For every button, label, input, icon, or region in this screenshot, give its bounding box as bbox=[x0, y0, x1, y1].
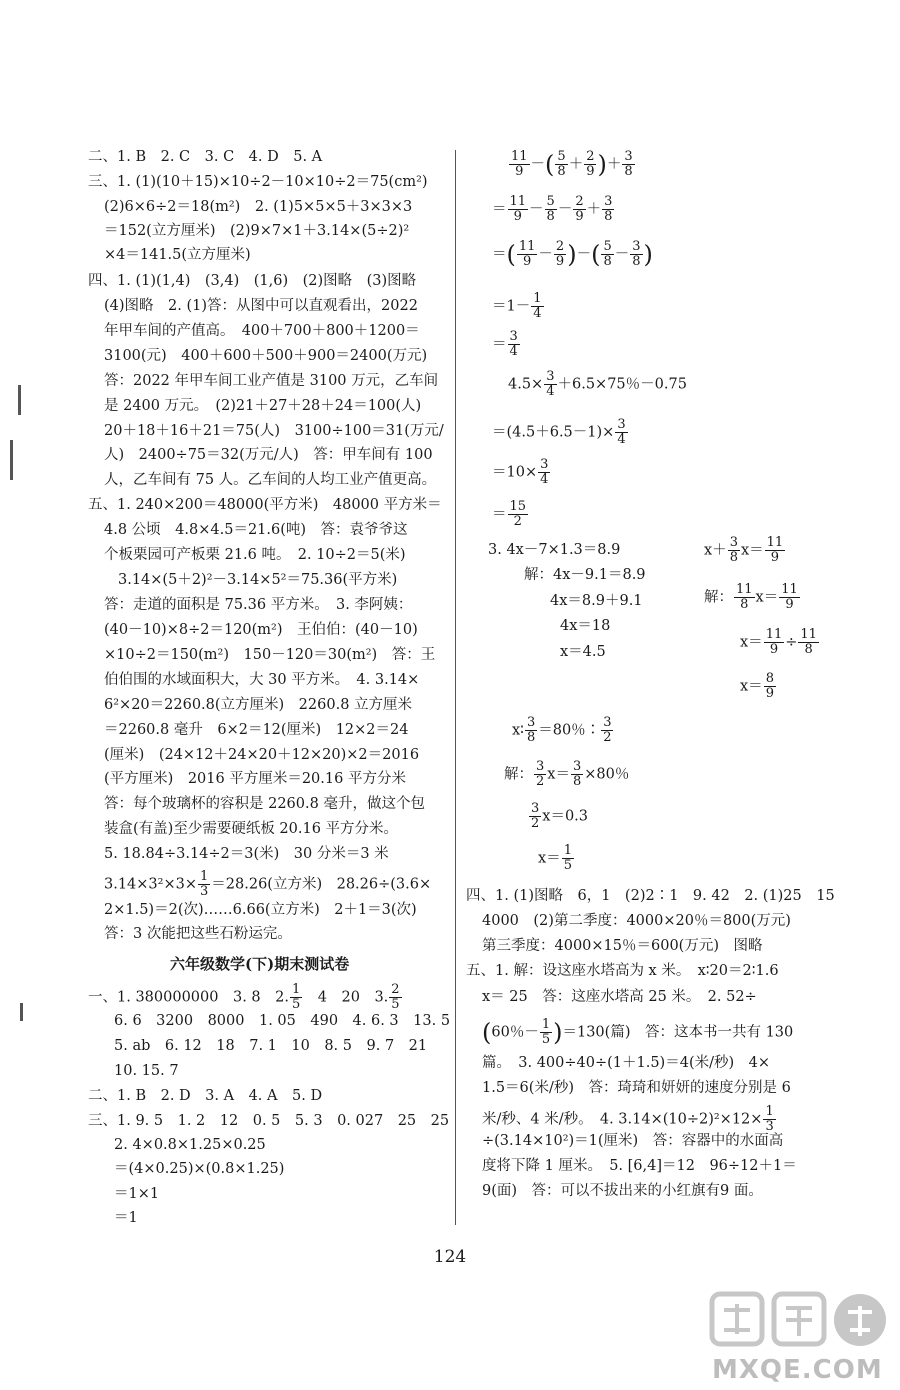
equation-line: x＝4.5 bbox=[560, 644, 606, 660]
section-title: 六年级数学(下)期末测试卷 bbox=[170, 955, 350, 973]
answer-line: ＝1 bbox=[114, 1210, 138, 1226]
answer-line: 伯伯围的水域面积大，大 30 平方米。 4. 3.14× bbox=[104, 672, 420, 688]
answer-line: 10. 15. 7 bbox=[114, 1063, 179, 1079]
answer-line: 6. 6 3200 8000 1. 05 490 4. 6. 3 13. 5 bbox=[114, 1013, 451, 1029]
answer-line: (60％－ $\frac{1}{5}$ )＝130(篇) 答：这本书一共有 130 bbox=[482, 1017, 794, 1047]
math-line: ＝ $\frac{15}{2}$ bbox=[492, 499, 527, 529]
math-line: ＝ $\frac{3}{4}$ bbox=[492, 329, 518, 359]
equation-line: 解： $\frac{3}{2}$ x＝ $\frac{3}{8}$ ×80％ bbox=[504, 759, 630, 789]
equation-line: x＝ $\frac{1}{5}$ bbox=[538, 843, 572, 873]
equation-line: x＋ $\frac{3}{8}$ x＝ $\frac{11}{9}$ bbox=[704, 535, 784, 565]
answer-line: 三、1. 9. 5 1. 2 12 0. 5 5. 3 0. 027 25 25 bbox=[88, 1113, 450, 1129]
answer-line: ＝(4×0.25)×(0.8×1.25) bbox=[114, 1161, 285, 1177]
answer-line: 9(面) 答：可以不拔出来的小红旗有9 面。 bbox=[482, 1183, 763, 1199]
fraction: $\frac{1}{3}$ bbox=[200, 869, 209, 899]
answer-line: x＝ 25 答：这座水塔高 25 米。 2. 52÷ bbox=[482, 989, 757, 1005]
equation-line: 解： $\frac{11}{8}$ x＝ $\frac{11}{9}$ bbox=[704, 582, 798, 612]
answer-line: 四、1. (1)(1,4) (3,4) (1,6) (2)图略 (3)图略 bbox=[88, 273, 417, 289]
equation-line: x＝ $\frac{11}{9}$ ÷ $\frac{11}{8}$ bbox=[740, 627, 817, 657]
equation-line: x∶ $\frac{3}{8}$ ＝80％∶ $\frac{3}{2}$ bbox=[512, 715, 612, 745]
equation-line: 4x＝18 bbox=[560, 618, 611, 634]
expr-part: ＝28.26(立方米) 28.26÷(3.6× bbox=[211, 876, 432, 893]
expr-part: 4 20 3. bbox=[317, 989, 389, 1006]
answer-line: 二、1. B 2. D 3. A 4. A 5. D bbox=[88, 1088, 323, 1104]
answer-line: 人，乙车间有 75 人。乙车间的人均工业产值更高。 bbox=[104, 472, 437, 488]
answer-line: 篇。 3. 400÷40÷(1＋1.5)＝4(米/秒) 4× bbox=[482, 1055, 771, 1071]
fraction: $\frac{1}{5}$ bbox=[291, 982, 301, 1012]
answer-line: ×10÷2＝150(m²) 150－120＝30(m²) 答：王 bbox=[104, 647, 436, 663]
answer-line: 1.5＝6(米/秒) 答：琦琦和妍妍的速度分别是 6 bbox=[482, 1080, 791, 1096]
answer-line: (2)6×6÷2＝18(m²) 2. (1)5×5×5＋3×3×3 bbox=[104, 199, 413, 215]
column-divider bbox=[455, 150, 456, 1225]
expr-part: 一、1. 380000000 3. 8 2. bbox=[88, 989, 289, 1006]
scan-mark bbox=[10, 440, 13, 480]
answer-line bbox=[88, 983, 403, 1012]
answer-line: (厘米) (24×12＋24×20＋12×20)×2＝2016 bbox=[104, 747, 420, 763]
answer-line: 四、1. (1)图略 6，1 (2)2∶1 9. 42 2. (1)25 15 bbox=[466, 888, 835, 904]
answer-line: 4000 (2)第二季度：4000×20％＝800(万元) bbox=[482, 913, 791, 929]
answer-line: 个板栗园可产板栗 21.6 吨。 2. 10÷2＝5(米) bbox=[104, 547, 406, 563]
equation-line: 3. 4x－7×1.3＝8.9 bbox=[488, 542, 621, 558]
answer-line: ＝1×1 bbox=[114, 1186, 160, 1202]
answer-line bbox=[104, 870, 431, 899]
answer-line: ＝2260.8 毫升 6×2＝12(厘米) 12×2＝24 bbox=[104, 722, 409, 738]
answer-line: 3100(元) 400＋600＋500＋900＝2400(万元) bbox=[104, 348, 428, 364]
answer-line: 3.14×(5＋2)²－3.14×5²＝75.36(平方米) bbox=[118, 572, 398, 588]
math-line: ＝ $\frac{11}{9}$ － $\frac{5}{8}$ － $\frac{2}{9}$ ＋ $\frac{3}{8}$ bbox=[492, 194, 613, 224]
answer-line: 五、1. 解：设这座水塔高为 x 米。 x∶20＝2∶1.6 bbox=[466, 963, 779, 979]
answer-line: 人) 2400÷75＝32(万元/人) 答：甲车间有 100 bbox=[104, 447, 433, 463]
equation-line: 4x＝8.9＋9.1 bbox=[550, 593, 643, 609]
equation-line: $\frac{3}{2}$ x＝0.3 bbox=[531, 801, 589, 831]
scan-mark bbox=[20, 1003, 23, 1021]
answer-line: 年甲车间的产值高。 400＋700＋800＋1200＝ bbox=[104, 323, 420, 339]
math-line: $\frac{11}{9}$ －( $\frac{5}{8}$ ＋ $\frac{2}{9}$ )＋ $\frac{3}{8}$ bbox=[511, 149, 633, 179]
answer-line: 答：走道的面积是 75.36 平方米。 3. 李阿姨： bbox=[104, 597, 413, 613]
math-line: ＝10× $\frac{3}{4}$ bbox=[492, 457, 549, 487]
answer-line: 度将下降 1 厘米。 5. [6,4]＝12 96÷12＋1＝ bbox=[482, 1158, 797, 1174]
answer-line: 2×1.5)＝2(次)……6.66(立方米) 2＋1＝3(次) bbox=[104, 902, 417, 918]
answer-line: 装盒(有盖)至少需要硬纸板 20.16 平方分米。 bbox=[104, 821, 399, 837]
answer-line: ÷(3.14×10²)＝1(厘米) 答：容器中的水面高 bbox=[482, 1133, 784, 1149]
answer-line: 2. 4×0.8×1.25×0.25 bbox=[114, 1137, 266, 1153]
equation-line: 解：4x－9.1＝8.9 bbox=[524, 567, 646, 583]
equation-line: x＝ $\frac{8}{9}$ bbox=[740, 671, 774, 701]
answer-line: 二、1. B 2. C 3. C 4. D 5. A bbox=[88, 149, 323, 165]
answer-line: 是 2400 万元。 (2)21＋27＋28＋24＝100(人) bbox=[104, 398, 422, 414]
answer-line: ×4＝141.5(立方厘米) bbox=[104, 247, 251, 263]
answer-line: 三、1. (1)(10＋15)×10÷2－10×10÷2＝75(cm²) bbox=[88, 174, 428, 190]
math-line: ＝( $\frac{11}{9}$ － $\frac{2}{9}$ )－( $\frac{5}{8}$ － $\frac{3}{8}$ ) bbox=[492, 239, 653, 269]
math-line: ＝1－ $\frac{1}{4}$ bbox=[492, 291, 542, 321]
answer-line: ＝152(立方厘米) (2)9×7×1＋3.14×(5÷2)² bbox=[104, 223, 410, 239]
answer-line: 米/秒、4 米/秒。 4. 3.14×(10÷2)²×12× $\frac{1}{3}$ bbox=[482, 1104, 774, 1134]
answer-line: (平方厘米) 2016 平方厘米＝20.16 平方分米 bbox=[104, 771, 406, 787]
math-line: 4.5× $\frac{3}{4}$ ＋6.5×75％－0.75 bbox=[508, 369, 687, 399]
answer-line: 5. 18.84÷3.14÷2＝3(米) 30 分米＝3 米 bbox=[104, 846, 389, 862]
answer-line: 4.8 公顷 4.8×4.5＝21.6(吨) 答：袁爷爷这 bbox=[104, 522, 408, 538]
page-number: 124 bbox=[433, 1247, 467, 1267]
answer-line: 答：每个玻璃杯的容积是 2260.8 毫升，做这个包 bbox=[104, 796, 425, 812]
math-line: ＝(4.5＋6.5－1)× $\frac{3}{4}$ bbox=[492, 417, 626, 447]
fraction: $\frac{2}{5}$ bbox=[391, 982, 400, 1012]
scan-mark bbox=[18, 385, 21, 415]
answer-line: 5. ab 6. 12 18 7. 1 10 8. 5 9. 7 21 bbox=[114, 1038, 428, 1054]
watermark-text: MXQE.COM bbox=[712, 1355, 883, 1385]
answer-line: 五、1. 240×200＝48000(平方米) 48000 平方米＝ bbox=[88, 497, 442, 513]
answer-line: 答：3 次能把这些石粉运完。 bbox=[104, 926, 292, 942]
expr-part: 3.14×3²×3× bbox=[104, 876, 197, 893]
answer-line: 第三季度：4000×15％＝600(万元) 图略 bbox=[482, 938, 763, 954]
answer-line: 20＋18＋16＋21＝75(人) 3100÷100＝31(万元/ bbox=[104, 423, 444, 439]
answer-line: 答：2022 年甲车间工业产值是 3100 万元，乙车间 bbox=[104, 373, 439, 389]
answer-line: (4)图略 2. (1)答：从图中可以直观看出，2022 bbox=[104, 298, 418, 314]
answer-line: (40－10)×8÷2＝120(m²) 王伯伯：(40－10) bbox=[104, 622, 418, 638]
answer-line: 6²×20＝2260.8(立方厘米) 2260.8 立方厘米 bbox=[104, 697, 413, 713]
